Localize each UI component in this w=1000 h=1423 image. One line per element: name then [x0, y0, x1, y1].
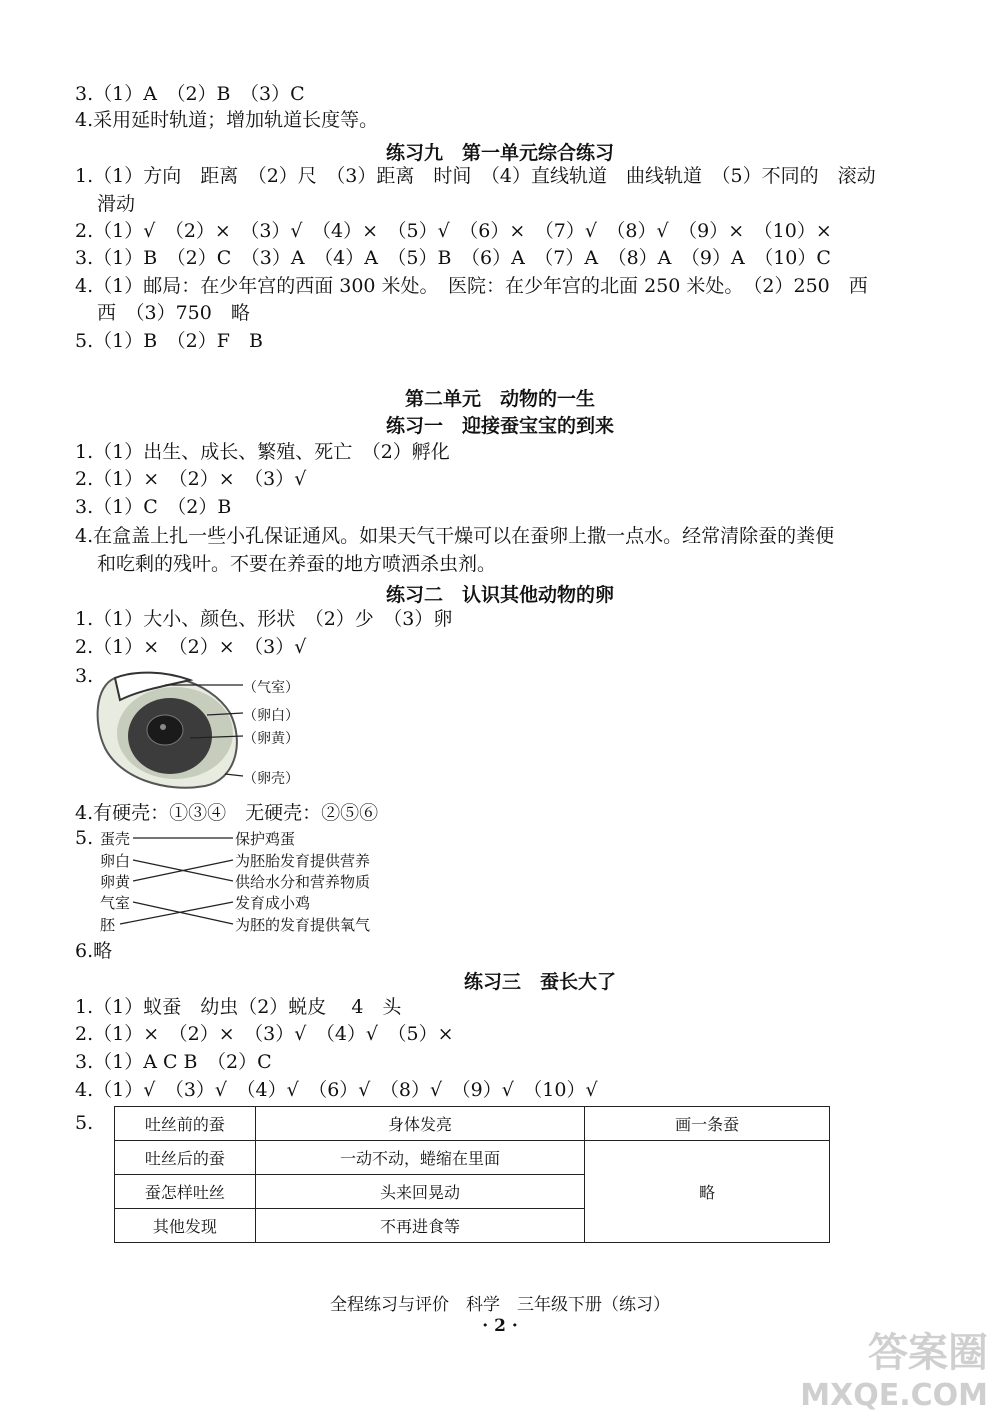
table-cell: 一动不动，蜷缩在里面 [255, 1141, 585, 1175]
watermark-url: MXQE.COM [800, 1378, 988, 1413]
match-right-1: 保护鸡蛋 [235, 830, 296, 848]
top-q4: 4.采用延时轨道；增加轨道长度等。 [75, 109, 379, 131]
match-right-2: 为胚胎发育提供营养 [235, 852, 371, 870]
watermark-logo-text: 答案圈 [868, 1330, 988, 1376]
table-cell: 头来回晃动 [255, 1175, 585, 1209]
ex9-q3: 3.（1）B （2）C （3）A （4）A （5）B （6）A （7）A （8）A （9）A （10）C [75, 247, 831, 269]
ex2-q4: 4.有硬壳：①③④ 无硬壳：②⑤⑥ [75, 802, 379, 824]
table-cell: 吐丝后的蚕 [115, 1141, 256, 1175]
match-right-5: 为胚的发育提供氧气 [235, 916, 371, 934]
table-row [115, 1107, 830, 1141]
ex9-q1-b: 滑动 [97, 193, 136, 215]
ex1-q2: 2.（1）× （2）× （3）√ [75, 468, 307, 490]
ex9-q1-a: 1.（1）方向 距离 （2）尺 （3）距离 时间 （4）直线轨道 曲线轨道 （5）不同的 滚动 [75, 165, 876, 187]
ex9-q4-a: 4.（1）邮局：在少年宫的西面 300 米处。 医院：在少年宫的北面 250 米处。 （2）250 西 [75, 275, 868, 297]
table-cell: 蚕怎样吐丝 [115, 1175, 256, 1209]
match-left-2: 卵白 [100, 852, 131, 870]
exercise9-title: 练习九 第一单元综合练习 [385, 142, 614, 164]
ex1-q4-b: 和吃剩的残叶。不要在养蚕的地方喷洒杀虫剂。 [97, 553, 497, 575]
match-left-4: 气室 [100, 894, 131, 912]
ex2-q1: 1.（1）大小、颜色、形状 （2）少 （3）卵 [75, 608, 453, 630]
top-q3: 3.（1）A （2）B （3）C [75, 83, 305, 105]
exercise2-title: 练习二 认识其他动物的卵 [385, 584, 614, 606]
match-right-4: 发育成小鸡 [235, 894, 311, 912]
exercise3-title: 练习三 蚕长大了 [463, 971, 616, 993]
ex9-q2: 2.（1）√ （2）× （3）√ （4）× （5）√ （6）× （7）√ （8）√ （9）× （10）× [75, 220, 832, 242]
ex3-q4: 4.（1）√ （3）√ （4）√ （6）√ （8）√ （9）√ （10）√ [75, 1079, 598, 1101]
table-cell: 不再进食等 [255, 1209, 585, 1243]
match-right-3: 供给水分和营养物质 [235, 873, 371, 891]
table-cell: 吐丝前的蚕 [115, 1107, 256, 1141]
ex3-q2: 2.（1）× （2）× （3）√ （4）√ （5）× [75, 1023, 454, 1045]
label-air-cell: （气室） [243, 680, 299, 696]
match-left-5: 胚 [100, 916, 116, 934]
footer-book-title: 全程练习与评价 科学 三年级下册（练习） [330, 1295, 670, 1315]
ex3-q5-number: 5. [75, 1112, 94, 1134]
table-cell-merged: 略 [585, 1141, 830, 1243]
ex2-q2: 2.（1）× （2）× （3）√ [75, 636, 307, 658]
ex2-q6: 6.略 [75, 940, 113, 962]
table-row [115, 1141, 830, 1175]
ex3-q1: 1.（1）蚁蚕 幼虫（2）蜕皮 4 头 [75, 996, 402, 1018]
label-egg-white: （卵白） [243, 708, 299, 724]
ex1-q3: 3.（1）C （2）B [75, 496, 232, 518]
label-yolk: （卵黄） [243, 731, 299, 747]
silkworm-observation-table [114, 1106, 830, 1243]
unit2-title: 第二单元 动物的一生 [404, 388, 595, 410]
table-cell: 画一条蚕 [585, 1107, 830, 1141]
ex9-q4-b: 西 （3）750 略 [97, 302, 250, 324]
match-left-3: 卵黄 [100, 873, 131, 891]
ex9-q5: 5.（1）B （2）F B [75, 330, 263, 352]
ex2-q5-number: 5. [75, 827, 94, 849]
table-cell: 身体发亮 [255, 1107, 585, 1141]
table-cell: 其他发现 [115, 1209, 256, 1243]
ex3-q3: 3.（1）A C B （2）C [75, 1051, 272, 1073]
match-left-1: 蛋壳 [100, 830, 131, 848]
page-number: · 2 · [482, 1316, 518, 1336]
label-shell: （卵壳） [243, 771, 299, 787]
ex1-q4-a: 4.在盒盖上扎一些小孔保证通风。如果天气干燥可以在蚕卵上撒一点水。经常清除蚕的粪便 [75, 525, 835, 547]
exercise1-title: 练习一 迎接蚕宝宝的到来 [385, 415, 614, 437]
ex2-q3-number: 3. [75, 665, 94, 687]
ex1-q1: 1.（1）出生、成长、繁殖、死亡 （2）孵化 [75, 441, 450, 463]
